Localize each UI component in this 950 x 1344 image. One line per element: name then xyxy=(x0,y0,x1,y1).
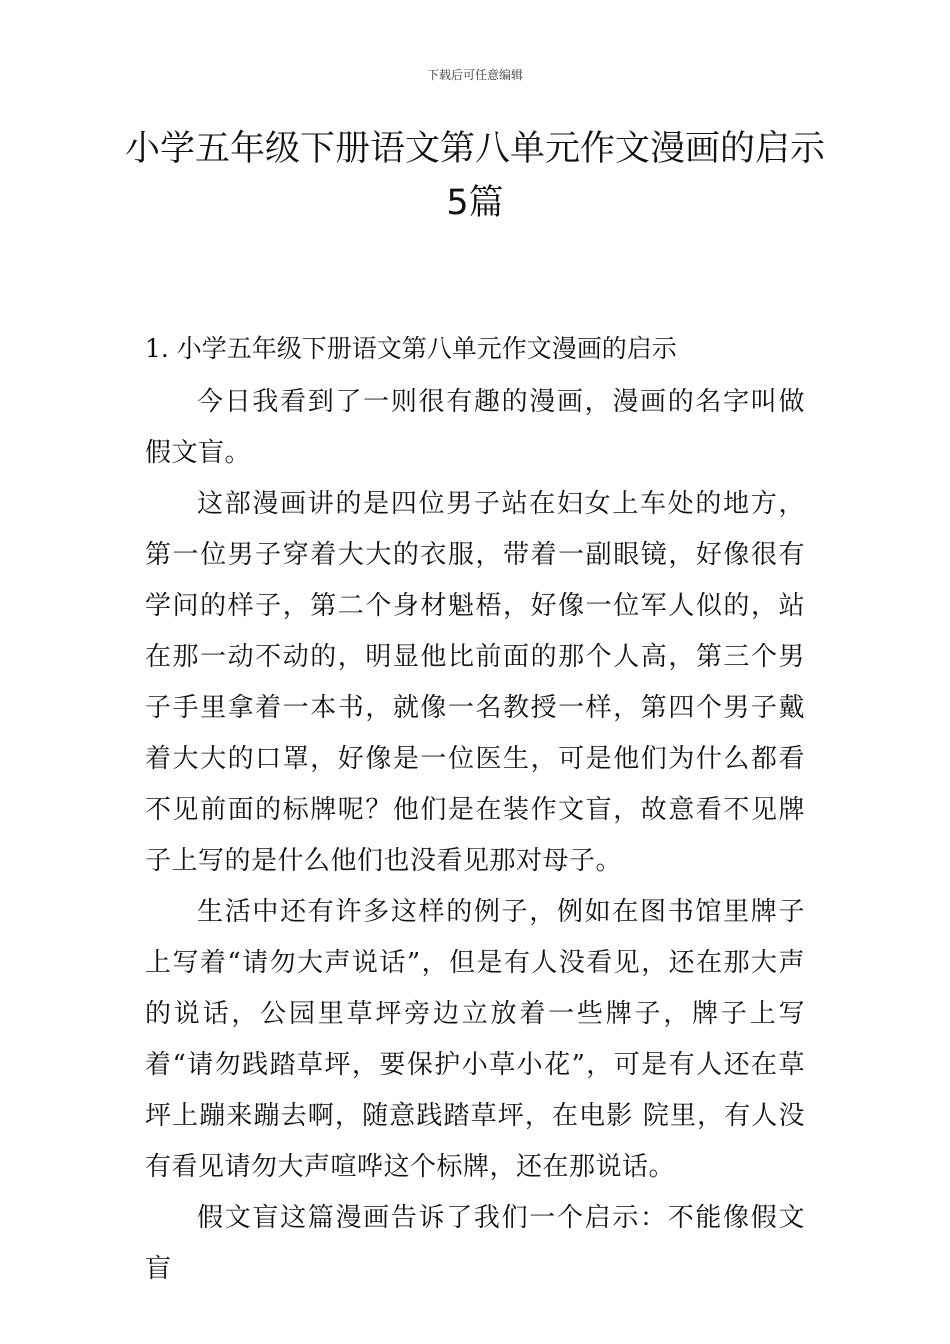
paragraph-2: 这部漫画讲的是四位男子站在妇女上车处的地方，第一位男子穿着大大的衣服，带着一副眼镜，好像很有学问的样子，第二个身材魁梧，好像一位军人似的，站在那一动不动的，明显他比前面的那个人高，第三个男子手里拿着一本书，就像一名教授一样，第四个男子戴着大大的口罩，好像是一位医生，可是他们为什么都看不见前面的标牌呢？他们是在装作文盲，故意看不见牌子上写的是什么他们也没看见那对母子。 xyxy=(145,489,805,876)
paragraph-1: 今日我看到了一则很有趣的漫画，漫画的名字叫做假文盲。 xyxy=(145,387,805,468)
paragraph-4: 假文盲这篇漫画告诉了我们一个启示：不能像假文盲 xyxy=(145,1203,805,1284)
body-text xyxy=(145,377,805,1295)
paragraph-3: 生活中还有许多这样的例子，例如在图书馆里牌子上写着“请勿大声说话”，但是有人没看见，还在那大声的说话，公园里草坪旁边立放着一些牌子，牌子上写着“请勿践踏草坪，要保护小草小花”，可是有人还在草坪上蹦来蹦去啊，随意践踏草坪，在电影 院里，有人没有看见请勿大声喧哗这个标牌，还在那说话。 xyxy=(145,897,805,1182)
section-heading: 1. 小学五年级下册语文第八单元作文漫画的启示 xyxy=(145,334,677,363)
document-title: 小学五年级下册语文第八单元作文漫画的启示5篇 xyxy=(124,129,825,223)
header-note: 下载后可任意编辑 xyxy=(426,68,523,82)
